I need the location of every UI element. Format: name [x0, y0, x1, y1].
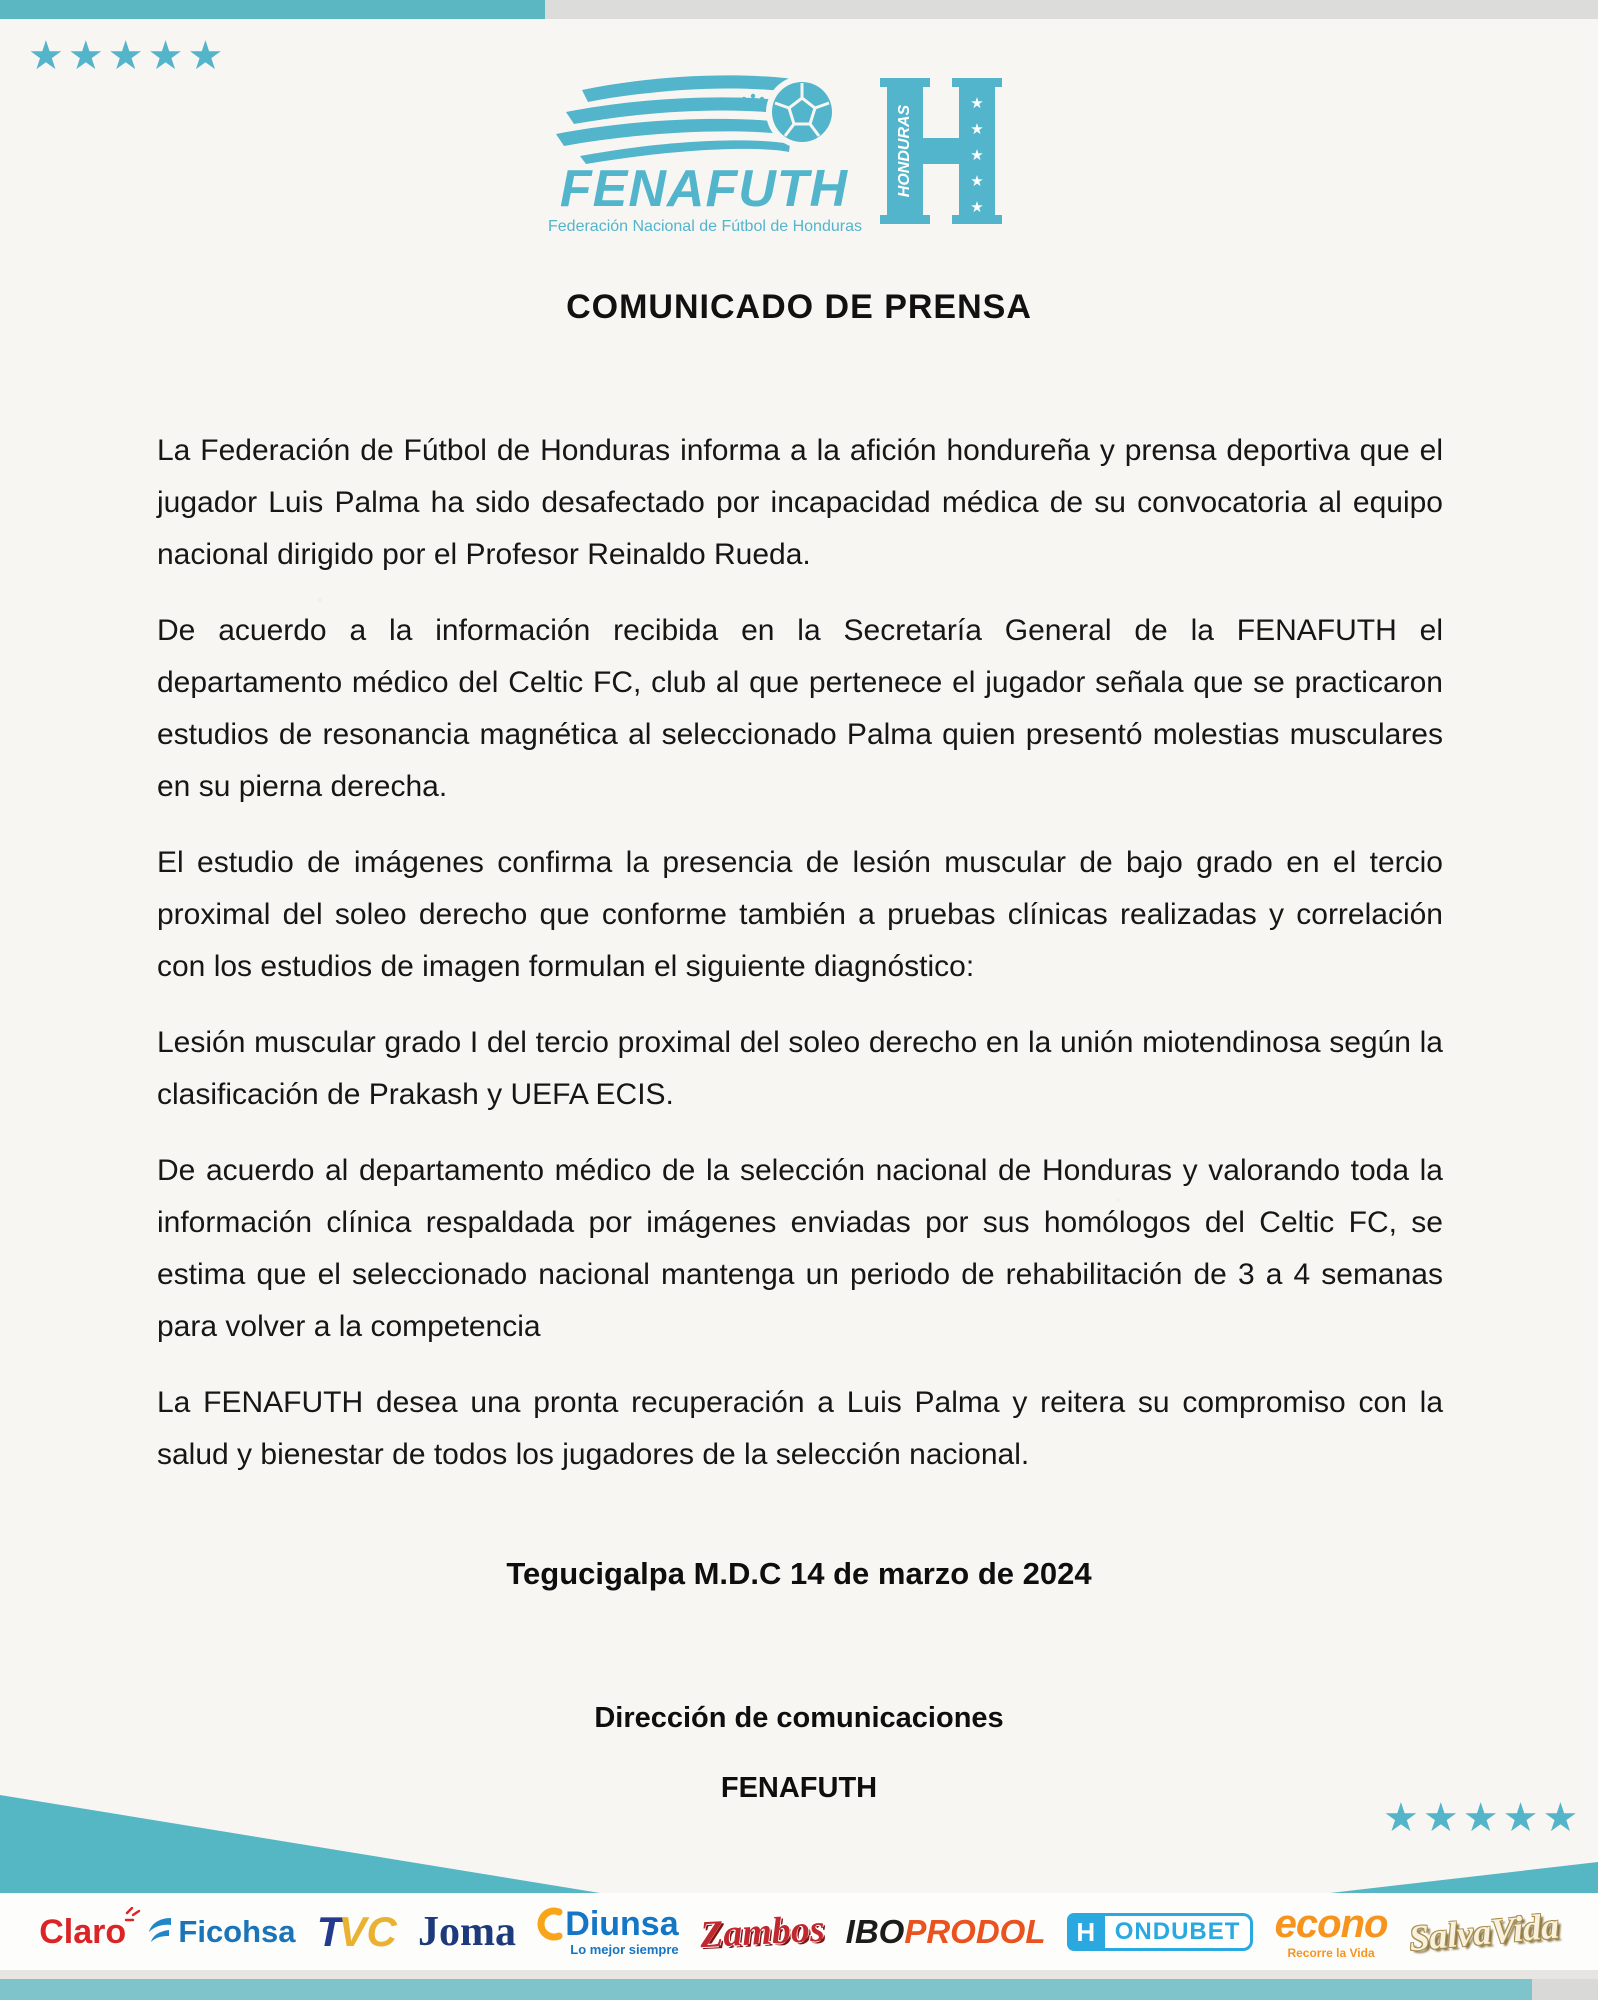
- sponsor-tvc-logo: [316, 1907, 397, 1955]
- bottom-divider: [0, 1970, 1598, 1979]
- top-bar-teal-segment: [0, 0, 545, 19]
- top-bar-gray-segment: [545, 0, 1598, 19]
- sponsor-joma-logo: [418, 1908, 517, 1955]
- paragraph: La Federación de Fútbol de Honduras informa a la afición hondureña y prensa deportiva que el jugador Luis Palma ha sido desafectado por incapacidad médica de su convocatoria al equipo nacional dirigido por el Profesor Reinaldo Rueda.: [157, 434, 1443, 571]
- h-badge-vertical-label: HONDURAS: [896, 104, 914, 198]
- joma-wordmark: Joma: [418, 1908, 517, 1955]
- signature-org: FENAFUTH: [720, 1772, 878, 1804]
- tvc-wordmark-blue: T: [316, 1907, 343, 1955]
- ficohsa-chevrons-icon: [147, 1916, 173, 1948]
- claro-wordmark: Claro: [39, 1912, 127, 1951]
- h-badge-star-icon: ★: [970, 172, 984, 190]
- stars-top-left: ★★★★★: [28, 34, 228, 78]
- hondubet-h-box: H: [1067, 1913, 1105, 1951]
- stars-bottom-right: ★★★★★: [1383, 1796, 1583, 1840]
- h-badge-star-icon: ★: [970, 146, 984, 164]
- h-badge-star-icon: ★: [970, 198, 984, 216]
- page-title: COMUNICADO DE PRENSA: [566, 288, 1032, 326]
- h-badge-star-icon: ★: [970, 94, 984, 112]
- document-body: [157, 425, 1443, 1505]
- bottom-right-teal-wedge: [1330, 1862, 1598, 1893]
- econo-wordmark: econo: [1274, 1902, 1388, 1946]
- paragraph: De acuerdo al departamento médico de la selección nacional de Honduras y valorando toda la información clínica respaldada por imágenes enviadas por sus homólogos del Celtic FC, se estima que el seleccionado nacional mantenga un periodo de rehabilitación de 3 a 4 semanas para volver a la competencia: [157, 1154, 1443, 1343]
- iboprodol-wordmark-black: IBO: [845, 1913, 905, 1950]
- sponsor-zambos-logo: [698, 1907, 826, 1956]
- sponsor-hondubet-logo: [1067, 1913, 1254, 1951]
- sponsor-salvavida-logo: [1407, 1907, 1560, 1956]
- h-badge-star-icon: ★: [970, 120, 984, 138]
- sponsor-econo-logo: [1275, 1904, 1388, 1959]
- dateline: Tegucigalpa M.D.C 14 de marzo de 2024: [506, 1556, 1092, 1591]
- iboprodol-wordmark-orange: PRODOL: [904, 1913, 1046, 1950]
- sponsor-ficohsa-logo: [147, 1916, 295, 1948]
- paragraph: De acuerdo a la información recibida en la Secretaría General de la FENAFUTH el departamento médico del Celtic FC, club al que pertenece el jugador señala que se practicaron estudios de resonancia magnética al seleccionado Palma quien presentó molestias musculares en su pierna derecha.: [157, 614, 1443, 803]
- diunsa-tagline: Lo mejor siempre: [570, 1942, 679, 1957]
- hondubet-wordmark: ONDUBET: [1105, 1913, 1254, 1951]
- sponsor-claro-logo: [39, 1912, 127, 1951]
- bottom-bar-gray-segment: [1532, 1979, 1598, 2000]
- diunsa-wordmark: Diunsa: [565, 1905, 679, 1943]
- fenafuth-swoosh-ball-icon: [548, 70, 860, 166]
- honduras-h-badge: [878, 78, 1004, 229]
- econo-tagline: Recorre la Vida: [1287, 1946, 1375, 1960]
- honduras-h-icon: [878, 78, 1004, 224]
- fenafuth-wordmark: FENAFUTH: [559, 160, 849, 218]
- sponsor-iboprodol-logo: [846, 1915, 1046, 1948]
- paragraph: El estudio de imágenes confirma la presencia de lesión muscular de bajo grado en el tercio proximal del soleo derecho que conforme también a pruebas clínicas realizadas y correlación con los estudios de imagen formulan el siguiente diagnóstico:: [157, 846, 1443, 983]
- tvc-wordmark-yellow: VC: [338, 1907, 397, 1955]
- bottom-bar-teal-segment: [0, 1979, 1532, 2000]
- claro-rays-icon: [124, 1907, 142, 1923]
- salvavida-wordmark: SalvaVida: [1407, 1905, 1561, 1958]
- paragraph: La FENAFUTH desea una pronta recuperación a Luis Palma y reitera su compromiso con la salud y bienestar de todos los jugadores de la selección nacional.: [157, 1386, 1443, 1471]
- sponsor-bar: [0, 1893, 1598, 1970]
- diunsa-swoosh-icon: [537, 1907, 563, 1941]
- fenafuth-logo: [548, 70, 860, 236]
- bottom-left-teal-wedge: [0, 1795, 600, 1893]
- signature-department: Dirección de comunicaciones: [594, 1702, 1004, 1734]
- zambos-wordmark: Zambos: [698, 1907, 826, 1956]
- sponsor-diunsa-logo: [537, 1907, 678, 1956]
- fenafuth-logo-subtitle: Federación Nacional de Fútbol de Honduras: [548, 218, 862, 236]
- paragraph: Lesión muscular grado I del tercio proximal del soleo derecho en la unión miotendinosa según la clasificación de Prakash y UEFA ECIS.: [157, 1026, 1443, 1111]
- ficohsa-wordmark: Ficohsa: [178, 1914, 296, 1949]
